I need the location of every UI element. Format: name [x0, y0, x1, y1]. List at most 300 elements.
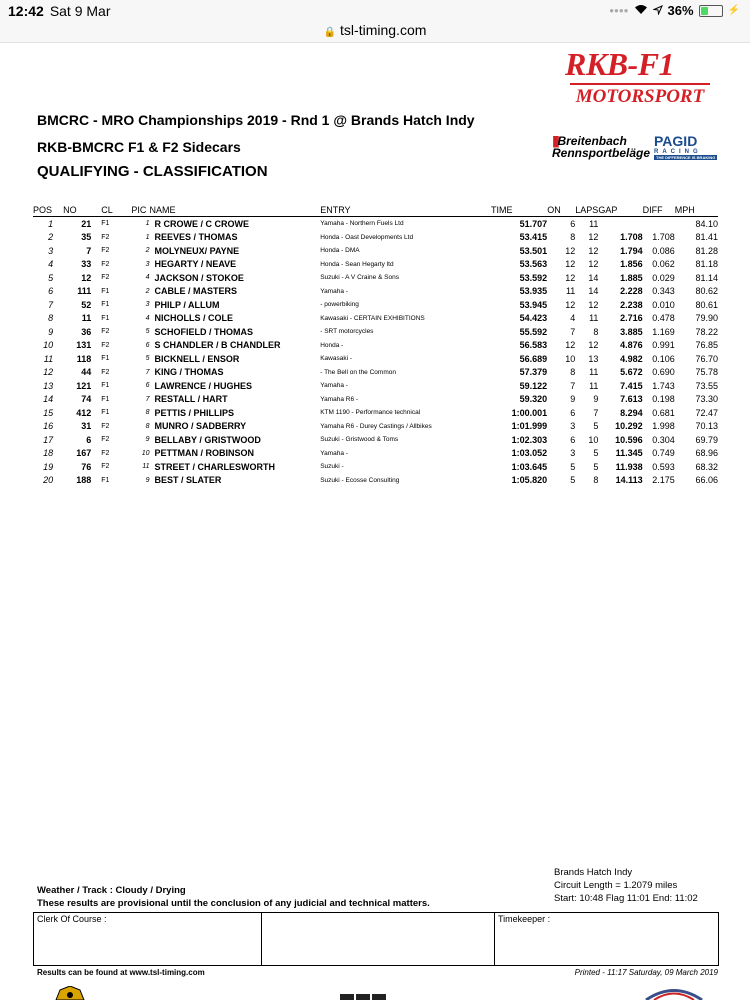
table-row — [33, 271, 718, 285]
cell-entry: - SRT motorcycles — [320, 328, 374, 336]
cell-pic: 10 — [141, 449, 150, 457]
cell-no: 36 — [81, 326, 92, 337]
col-laps: LAPS — [575, 204, 599, 215]
cell-pic: 8 — [145, 409, 150, 417]
table-row — [33, 474, 718, 488]
cell-mph: 75.78 — [695, 367, 718, 378]
table-row — [33, 285, 718, 299]
pagid-tagline: THE DIFFERENCE IS BRAKING — [656, 155, 716, 160]
printed-timestamp: Printed - 11:17 Saturday, 09 March 2019 — [574, 968, 718, 977]
provisional-notice: These results are provisional until the conclusion of any judicial and technical matters. — [37, 898, 430, 909]
cell-entry: Yamaha - — [320, 449, 348, 457]
rkb-f1-logo: RKB-F1 — [565, 46, 675, 82]
cell-time: 59.320 — [519, 394, 548, 405]
cell-gap: 7.613 — [620, 394, 643, 405]
col-diff: DIFF — [643, 203, 675, 217]
results-url-note: Results can be found at www.tsl-timing.com — [37, 968, 205, 977]
cell-mph: 84.10 — [695, 218, 718, 229]
cell-mph: 81.28 — [695, 245, 718, 256]
cell-time: 53.945 — [519, 299, 548, 310]
cell-no: 31 — [81, 421, 92, 432]
cell-on: 8 — [570, 232, 576, 243]
cell-laps: 12 — [588, 245, 599, 256]
cell-mph: 80.61 — [695, 299, 718, 310]
col-gap: GAP — [598, 203, 642, 217]
cell-pos: 2 — [48, 232, 54, 243]
cell-diff: 1.743 — [652, 380, 675, 391]
session-title: QUALIFYING - CLASSIFICATION — [37, 163, 268, 180]
table-row — [33, 325, 718, 339]
cell-pic: 2 — [145, 287, 150, 295]
cell-on: 6 — [570, 407, 576, 418]
cell-name: STREET / CHARLESWORTH — [154, 461, 275, 472]
cell-gap: 7.415 — [620, 380, 643, 391]
cell-no: 11 — [81, 313, 92, 324]
cell-entry: Suzuki - Gristwood & Toms — [320, 436, 399, 444]
sponsor-logo-icon — [340, 994, 400, 1000]
status-bar — [0, 0, 750, 22]
cell-entry: Kawasaki - CERTAIN EXHIBITIONS — [320, 314, 425, 322]
cell-mph: 81.41 — [695, 232, 718, 243]
cell-mph: 76.85 — [695, 340, 718, 351]
cell-mph: 70.13 — [695, 421, 718, 432]
cell-entry: Honda - — [320, 341, 344, 349]
cell-on: 3 — [570, 448, 576, 459]
cell-on: 8 — [570, 367, 576, 378]
cell-mph: 81.14 — [695, 272, 718, 283]
cell-gap: 4.982 — [620, 353, 643, 364]
cell-on: 10 — [565, 353, 576, 364]
cell-cl: F2 — [101, 422, 110, 430]
cell-on: 7 — [570, 380, 576, 391]
table-row — [33, 339, 718, 353]
url-bar[interactable] — [0, 22, 750, 43]
cell-entry: Kawasaki - — [320, 355, 353, 363]
cell-on: 9 — [570, 394, 576, 405]
cell-entry: Honda - Sean Hegarty ltd — [320, 260, 394, 268]
cell-laps: 12 — [588, 299, 599, 310]
cell-time: 1:02.303 — [511, 434, 548, 445]
cell-cl: F1 — [101, 395, 110, 403]
table-row — [33, 433, 718, 447]
col-pos: POS — [33, 204, 53, 215]
col-mph: MPH — [675, 203, 718, 217]
cell-time: 1:03.645 — [511, 461, 548, 472]
cell-laps: 11 — [589, 380, 599, 391]
status-indicators — [609, 3, 740, 18]
cell-no: 6 — [86, 434, 92, 445]
motorsport-logo-text: MOTORSPORT — [570, 83, 710, 108]
cell-name: KING / THOMAS — [154, 367, 224, 378]
cell-mph: 73.55 — [695, 380, 718, 391]
cell-diff: 0.343 — [652, 286, 675, 297]
cell-pos: 10 — [43, 340, 54, 351]
cell-on: 12 — [565, 272, 576, 283]
cell-laps: 10 — [588, 434, 599, 445]
cell-pos: 12 — [43, 367, 54, 378]
cell-diff: 2.175 — [652, 475, 675, 486]
cell-pos: 18 — [43, 448, 54, 459]
cell-diff: 0.198 — [652, 394, 675, 405]
cell-mph: 68.96 — [695, 448, 718, 459]
cell-on: 3 — [570, 421, 576, 432]
cell-name: PHILP / ALLUM — [154, 299, 220, 310]
cell-laps: 12 — [588, 232, 599, 243]
cell-diff: 0.106 — [652, 353, 675, 364]
signal-dots-icon: ●●●● — [609, 6, 629, 15]
cell-pos: 6 — [48, 286, 54, 297]
cell-on: 6 — [570, 434, 576, 445]
cell-name: JACKSON / STOKOE — [154, 272, 244, 283]
battery-level — [701, 7, 708, 15]
breitenbach-line2: Rennsportbeläge — [552, 146, 651, 160]
cell-entry: Yamaha - — [320, 287, 348, 295]
cell-pic: 9 — [145, 436, 150, 444]
cell-gap: 1.794 — [620, 245, 643, 256]
cell-entry: Yamaha R6 - Durey Castings / Allbikes — [320, 422, 432, 430]
cell-gap: 2.716 — [620, 313, 643, 324]
pagid-logo — [654, 133, 717, 160]
cell-gap: 2.228 — [620, 286, 643, 297]
location-arrow-icon — [653, 3, 663, 18]
cell-entry: Suzuki - Ecosse Consulting — [320, 476, 400, 484]
cell-on: 7 — [570, 326, 576, 337]
weather-line: Weather / Track : Cloudy / Drying — [37, 885, 186, 896]
cell-laps: 7 — [593, 407, 599, 418]
cell-entry: Yamaha R6 - — [320, 395, 359, 403]
col-name: NAME — [149, 203, 320, 217]
charging-icon: ⚡ — [727, 5, 740, 16]
table-row — [33, 420, 718, 434]
table-row — [33, 447, 718, 461]
cell-pic: 8 — [145, 422, 150, 430]
cell-diff: 1.998 — [652, 421, 675, 432]
breitenbach-logo — [552, 135, 650, 159]
table-row — [33, 244, 718, 258]
cell-entry: Suzuki - — [320, 463, 344, 471]
cell-pic: 3 — [145, 260, 150, 268]
championship-title: BMCRC - MRO Championships 2019 - Rnd 1 @ Brands Hatch Indy — [37, 112, 475, 128]
status-date: Sat 9 Mar — [49, 3, 111, 19]
circuit-length: Circuit Length = 1.2079 miles — [554, 880, 678, 891]
cell-no: 35 — [81, 232, 92, 243]
cell-cl: F1 — [101, 476, 110, 484]
cell-diff: 0.681 — [652, 407, 675, 418]
cell-name: PETTIS / PHILLIPS — [154, 407, 234, 418]
cell-on: 12 — [565, 299, 576, 310]
cell-cl: F2 — [101, 260, 110, 268]
cell-name: RESTALL / HART — [154, 394, 228, 405]
cell-mph: 66.06 — [695, 475, 718, 486]
cell-diff: 1.708 — [652, 232, 675, 243]
cell-laps: 13 — [588, 353, 599, 364]
cell-cl: F2 — [101, 436, 110, 444]
battery-icon — [699, 5, 723, 17]
cell-diff: 0.062 — [652, 259, 675, 270]
cell-on: 12 — [565, 340, 576, 351]
cell-laps: 12 — [588, 259, 599, 270]
cell-no: 21 — [81, 218, 92, 229]
cell-time: 53.935 — [519, 286, 548, 297]
cell-mph: 81.18 — [695, 259, 718, 270]
cell-laps: 9 — [593, 394, 599, 405]
cell-no: 131 — [76, 340, 92, 351]
table-row — [33, 460, 718, 474]
cell-cl: F1 — [101, 314, 110, 322]
timekeeper-cell: Timekeeper : — [498, 914, 551, 924]
cell-gap: 4.876 — [620, 340, 643, 351]
cell-name: HEGARTY / NEAVE — [154, 259, 237, 270]
cell-diff: 0.593 — [652, 461, 675, 472]
cell-time: 53.592 — [519, 272, 548, 283]
cell-name: BICKNELL / ENSOR — [154, 353, 240, 364]
cell-entry: Yamaha - — [320, 382, 348, 390]
cell-time: 55.592 — [519, 326, 548, 337]
results-sheet — [0, 43, 750, 1000]
cell-gap: 14.113 — [615, 475, 643, 486]
cell-cl: F2 — [101, 368, 110, 376]
cell-pos: 3 — [48, 245, 54, 256]
cell-laps: 11 — [589, 313, 599, 324]
cell-laps: 11 — [589, 218, 599, 229]
cell-pos: 9 — [48, 326, 54, 337]
cell-on: 5 — [570, 461, 576, 472]
table-row — [33, 217, 718, 231]
results-table — [33, 203, 718, 487]
club-crest-icon — [52, 986, 88, 1000]
cell-name: BEST / SLATER — [154, 475, 222, 486]
cell-pic: 4 — [145, 274, 150, 282]
cell-diff: 0.991 — [652, 340, 675, 351]
cell-gap: 8.294 — [620, 407, 643, 418]
cell-gap: 1.885 — [620, 272, 643, 283]
cell-pic: 4 — [145, 314, 150, 322]
cell-cl: F2 — [101, 247, 110, 255]
cell-diff: 0.749 — [652, 448, 675, 459]
cell-no: 7 — [86, 245, 92, 256]
cell-laps: 5 — [593, 461, 599, 472]
cell-name: LAWRENCE / HUGHES — [154, 380, 252, 391]
cell-no: 12 — [81, 272, 92, 283]
wifi-icon — [634, 3, 648, 18]
cell-no: 111 — [77, 286, 92, 297]
cell-pos: 4 — [48, 259, 54, 270]
cell-pic: 7 — [145, 368, 150, 376]
col-pic: PIC — [131, 203, 149, 217]
pagid-name: PAGID — [654, 133, 698, 149]
cell-diff: 0.029 — [652, 272, 675, 283]
cell-mph: 73.30 — [695, 394, 718, 405]
cell-no: 33 — [81, 259, 92, 270]
col-cl: CL — [91, 203, 131, 217]
cell-diff — [643, 217, 675, 231]
cell-cl: F2 — [101, 328, 110, 336]
breitenbach-line1: Breitenbach — [557, 134, 627, 148]
cell-pic: 3 — [145, 301, 150, 309]
cell-pic: 1 — [145, 233, 150, 241]
cell-mph: 68.32 — [695, 461, 718, 472]
clerk-of-course-cell: Clerk Of Course : — [34, 913, 262, 965]
weather-block — [37, 884, 430, 910]
cell-pic: 2 — [145, 247, 150, 255]
col-on: ON — [547, 203, 575, 217]
cell-pos: 17 — [43, 434, 54, 445]
cell-pos: 20 — [43, 475, 54, 486]
cell-no: 52 — [81, 299, 92, 310]
cell-entry: - The Bell on the Common — [320, 368, 396, 376]
table-row — [33, 379, 718, 393]
cell-pos: 19 — [43, 461, 54, 472]
cell-laps: 12 — [588, 340, 599, 351]
cell-on: 4 — [570, 313, 576, 324]
cell-cl: F1 — [101, 287, 110, 295]
cell-no: 44 — [81, 367, 92, 378]
results-body — [33, 217, 718, 488]
cell-name: NICHOLLS / COLE — [154, 313, 233, 324]
cell-laps: 5 — [593, 421, 599, 432]
cell-time: 1:03.052 — [511, 448, 548, 459]
cell-gap: 1.708 — [620, 232, 643, 243]
battery-percent: 36% — [667, 3, 694, 18]
table-row — [33, 366, 718, 380]
cell-cl: F2 — [101, 274, 110, 282]
cell-no: 121 — [76, 380, 92, 391]
cell-name: MUNRO / SADBERRY — [154, 421, 247, 432]
blank-signature-cell — [262, 913, 495, 965]
cell-time: 1:05.820 — [511, 475, 548, 486]
cell-time: 54.423 — [519, 313, 548, 324]
cell-entry: KTM 1190 - Performance technical — [320, 409, 421, 417]
cell-diff: 0.478 — [652, 313, 675, 324]
cell-time: 56.689 — [519, 353, 548, 364]
cell-time: 56.583 — [519, 340, 548, 351]
cell-pic: 11 — [142, 463, 150, 471]
breitenbach-stripes-icon: |||| — [552, 134, 558, 148]
cell-name: R CROWE / C CROWE — [154, 218, 249, 229]
cell-no: 118 — [76, 353, 92, 364]
cell-cl: F2 — [101, 463, 110, 471]
cell-name: BELLABY / GRISTWOOD — [154, 434, 261, 445]
cell-cl: F2 — [101, 341, 110, 349]
session-times: Start: 10:48 Flag 11:01 End: 11:02 — [554, 893, 698, 904]
cell-pic: 5 — [145, 328, 150, 336]
cell-time: 59.122 — [519, 380, 548, 391]
cell-entry: Yamaha - Northern Fuels Ltd — [320, 220, 404, 228]
cell-laps: 8 — [593, 475, 599, 486]
circuit-info — [554, 866, 698, 905]
cell-entry: - powerbiking — [320, 301, 359, 309]
cell-entry: Honda - Oast Developments Ltd — [320, 233, 414, 241]
cell-gap — [598, 217, 642, 231]
cell-laps: 11 — [589, 367, 599, 378]
cell-diff: 1.169 — [652, 326, 675, 337]
table-row — [33, 352, 718, 366]
cell-name: PETTMAN / ROBINSON — [154, 448, 254, 459]
cell-gap: 3.885 — [620, 326, 643, 337]
cell-no: 167 — [76, 448, 92, 459]
cell-entry: Honda - DMA — [320, 247, 360, 255]
cell-diff: 0.086 — [652, 245, 675, 256]
cell-laps: 5 — [593, 448, 599, 459]
circuit-emblem-icon — [644, 987, 704, 1000]
cell-time: 57.379 — [519, 367, 548, 378]
signature-box — [33, 912, 719, 966]
cell-pic: 7 — [145, 395, 150, 403]
cell-name: REEVES / THOMAS — [154, 232, 238, 243]
cell-gap: 10.292 — [615, 421, 643, 432]
cell-mph: 72.47 — [695, 407, 718, 418]
cell-pos: 16 — [43, 421, 54, 432]
cell-gap: 11.938 — [615, 461, 643, 472]
table-row — [33, 312, 718, 326]
cell-on: 11 — [565, 286, 576, 297]
cell-name: S CHANDLER / B CHANDLER — [154, 340, 281, 351]
cell-mph: 79.90 — [695, 313, 718, 324]
table-row — [33, 393, 718, 407]
cell-time: 51.707 — [519, 218, 548, 229]
cell-pos: 8 — [48, 313, 54, 324]
url-text[interactable]: tsl-timing.com — [340, 22, 427, 38]
cell-time: 1:01.999 — [511, 421, 548, 432]
cell-cl: F2 — [101, 449, 110, 457]
cell-mph: 76.70 — [695, 353, 718, 364]
cell-no: 76 — [81, 461, 92, 472]
table-row — [33, 258, 718, 272]
cell-gap: 1.856 — [620, 259, 643, 270]
cell-gap: 2.238 — [620, 299, 643, 310]
col-no: NO — [53, 203, 91, 217]
cell-cl: F1 — [101, 355, 110, 363]
cell-gap: 10.596 — [615, 434, 643, 445]
cell-pic: 6 — [145, 341, 150, 349]
cell-on: 12 — [565, 259, 576, 270]
cell-diff: 0.010 — [652, 299, 675, 310]
cell-on: 6 — [570, 218, 576, 229]
cell-name: CABLE / MASTERS — [154, 286, 237, 297]
table-row — [33, 298, 718, 312]
cell-pic: 1 — [145, 220, 150, 228]
cell-diff: 0.690 — [652, 367, 675, 378]
cell-gap: 11.345 — [615, 448, 643, 459]
cell-pos: 15 — [43, 407, 54, 418]
cell-laps: 8 — [593, 326, 599, 337]
pagid-sub: RACING — [654, 149, 702, 155]
table-header-row — [33, 203, 718, 217]
cell-no: 188 — [76, 475, 92, 486]
cell-name: MOLYNEUX/ PAYNE — [154, 245, 240, 256]
cell-pos: 11 — [43, 353, 54, 364]
cell-pic: 6 — [145, 382, 150, 390]
cell-mph: 69.79 — [695, 434, 718, 445]
cell-mph: 80.62 — [695, 286, 718, 297]
cell-laps: 14 — [588, 272, 599, 283]
table-row — [33, 406, 718, 420]
cell-pos: 7 — [48, 299, 54, 310]
cell-cl: F1 — [101, 409, 110, 417]
cell-time: 53.415 — [519, 232, 548, 243]
cell-mph: 78.22 — [695, 326, 718, 337]
cell-entry: Suzuki - A V Craine & Sons — [320, 274, 399, 282]
cell-pic: 5 — [145, 355, 150, 363]
cell-cl: F1 — [101, 382, 110, 390]
circuit-name: Brands Hatch Indy — [554, 867, 633, 878]
status-time: 12:42 — [8, 3, 44, 19]
cell-cl: F1 — [101, 301, 110, 309]
cell-cl: F2 — [101, 233, 110, 241]
cell-pos: 1 — [48, 218, 54, 229]
cell-no: 412 — [76, 407, 92, 418]
cell-laps: 14 — [588, 286, 599, 297]
